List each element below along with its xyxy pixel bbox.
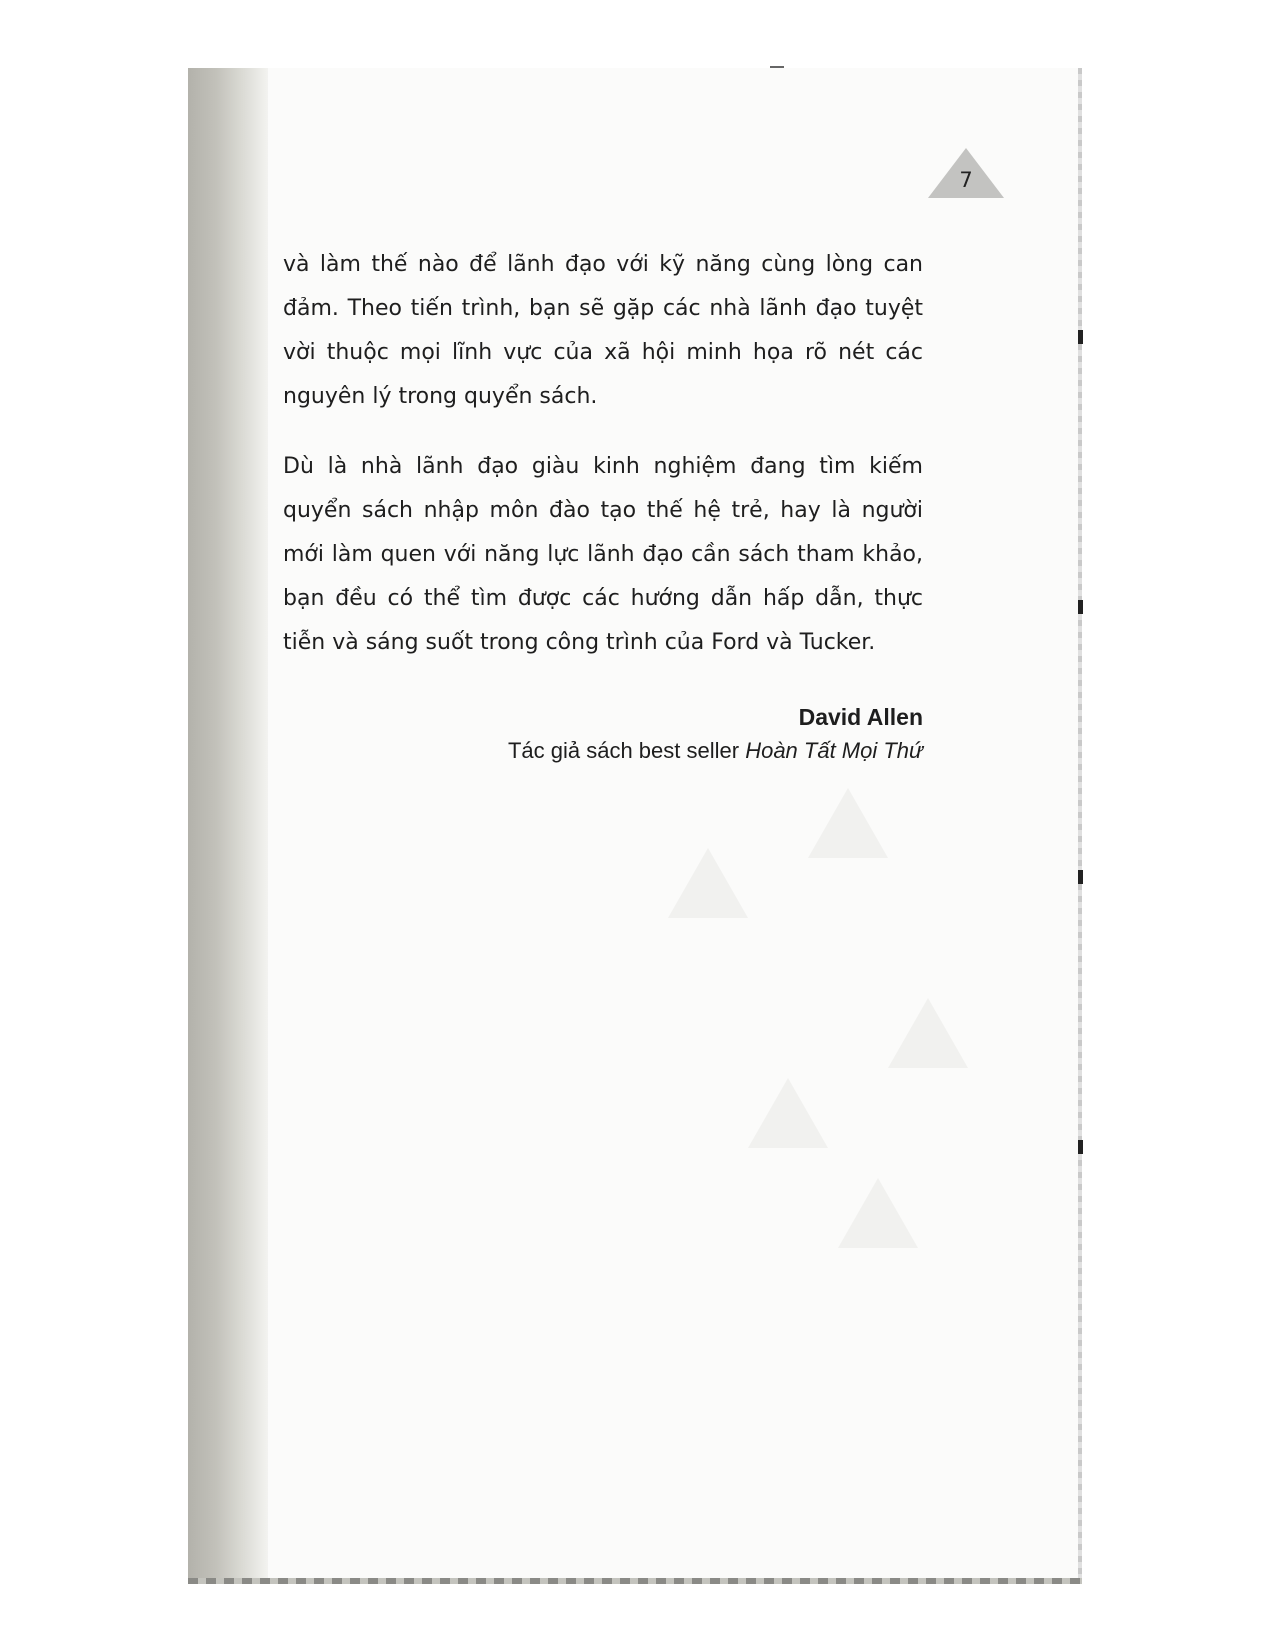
edge-marker bbox=[1078, 1140, 1083, 1154]
author-name: David Allen bbox=[798, 704, 923, 730]
author-role-prefix: Tác giả sách best seller bbox=[507, 738, 746, 763]
background-triangle-watermark bbox=[888, 998, 968, 1068]
paragraph: Dù là nhà lãnh đạo giàu kinh nghiệm đang tìm kiếm quyển sách nhập môn đào tạo thế hệ trẻ, hay là người mới làm quen với năng lực lãnh đạo cần sách tham khảo, bạn đều có thể tìm được các hướng dẫn hấp dẫn, thực tiễn và sáng suốt trong công trình của Ford và Tucker. bbox=[283, 454, 923, 655]
page-gutter-shadow bbox=[188, 68, 268, 1578]
edge-marker bbox=[1078, 870, 1083, 884]
author-role bbox=[483, 734, 923, 768]
background-triangle-watermark bbox=[668, 848, 748, 918]
edge-marker bbox=[1078, 600, 1083, 614]
paragraph: và làm thế nào để lãnh đạo với kỹ năng cùng lòng can đảm. Theo tiến trình, bạn sẽ gặp các nhà lãnh đạo tuyệt vời thuộc mọi lĩnh vực của xã hội minh họa rõ nét các nguyên lý trong quyển sách. bbox=[283, 252, 923, 409]
edge-marker bbox=[1078, 330, 1083, 344]
top-crop-mark bbox=[770, 66, 784, 68]
signature-block bbox=[483, 700, 923, 768]
book-edge-right bbox=[1078, 68, 1082, 1578]
body-text bbox=[283, 243, 923, 691]
background-triangle-watermark bbox=[808, 788, 888, 858]
background-triangle-watermark bbox=[838, 1178, 918, 1248]
background-triangle-watermark bbox=[748, 1078, 828, 1148]
book-title: Hoàn Tất Mọi Thứ bbox=[745, 738, 923, 763]
book-edge-bottom bbox=[188, 1578, 1082, 1584]
page-number: 7 bbox=[959, 168, 973, 192]
